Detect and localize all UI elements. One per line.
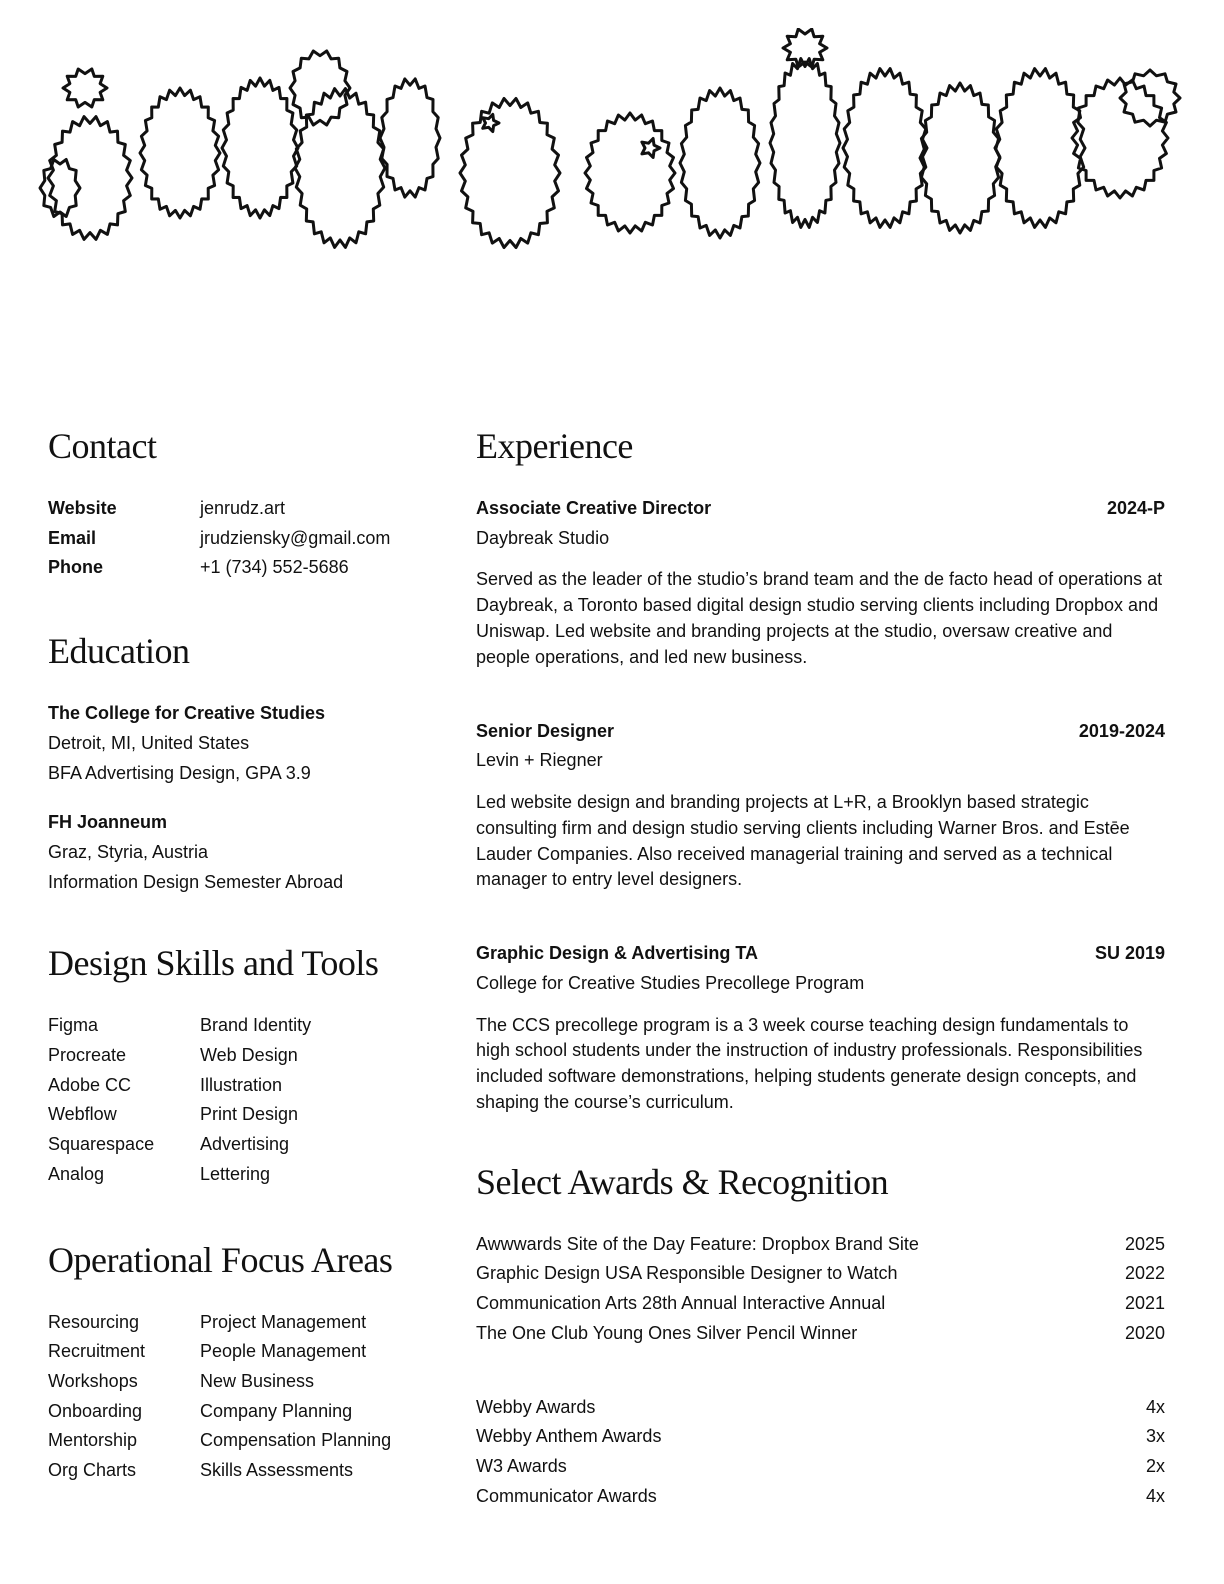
school-location: Graz, Styria, Austria [48,841,209,862]
award-count: 2x [1145,1456,1165,1476]
awards-heading: Select Awards & Recognition [476,1161,889,1202]
skills-row [48,1041,428,1071]
experience-section [476,424,1165,1116]
skill-item: Illustration [200,1074,283,1095]
focus-row [48,1397,428,1427]
job-role: Associate Creative Director [476,498,712,518]
skill-item: Lettering [200,1163,271,1184]
award-row [476,1230,1165,1260]
contact-row-phone [48,553,428,583]
award-year: 2022 [1124,1263,1165,1284]
job-dates: 2019-2024 [1078,720,1165,741]
award-count-row [476,1482,1165,1512]
focus-item: Recruitment [48,1341,146,1362]
job-org: Daybreak Studio [476,527,610,548]
focus-item: People Management [200,1341,367,1362]
award-name: Webby Awards [476,1396,596,1417]
focus-item: Resourcing [48,1311,140,1332]
focus-item: Skills Assessments [200,1460,354,1481]
skill-item: Print Design [200,1104,299,1125]
email-link[interactable]: jrudziensky@gmail.com [200,527,391,548]
award-name: Webby Anthem Awards [476,1426,662,1447]
job-entry [476,717,1165,894]
awards-section [476,1160,1165,1512]
tool-item: Procreate [48,1045,127,1066]
job-dates: 2024-P [1106,498,1165,518]
skill-item: Brand Identity [200,1015,312,1036]
job-description: The CCS precollege program is a 3 week course teaching design fundamentals to high school students under the instruction of industry professionals. Responsibilities included software demonstrations, helping students generate design concepts, and shaping the course’s curriculum. [476,1014,1143,1112]
tool-item: Figma [48,1015,99,1036]
job-header [476,939,1165,969]
award-count: 3x [1145,1426,1165,1447]
school-name: The College for Creative Studies [48,703,326,724]
focus-row [48,1456,428,1486]
award-name: W3 Awards [476,1456,567,1476]
contact-label: Website [48,498,117,518]
education-heading: Education [48,631,190,672]
award-row [476,1289,1165,1319]
skills-row [48,1100,428,1130]
focus-item: Workshops [48,1370,138,1391]
skills-row [48,1011,428,1041]
job-header [476,494,1165,524]
contact-label: Phone [48,557,104,578]
award-name: Communicator Awards [476,1485,657,1506]
job-org: Levin + Riegner [476,750,603,771]
focus-item: Onboarding [48,1400,143,1421]
focus-heading: Operational Focus Areas [48,1239,393,1280]
focus-item: Project Management [200,1311,367,1332]
skills-row [48,1160,428,1190]
school-entry [48,699,428,788]
job-header [476,717,1165,747]
focus-row [48,1308,428,1338]
job-role: Graphic Design & Advertising TA [476,943,759,964]
school-name: FH Joanneum [48,812,168,833]
focus-item: New Business [200,1370,315,1391]
award-row [476,1319,1165,1349]
contact-label: Email [48,527,97,548]
skills-row [48,1130,428,1160]
name-logo-icon [30,28,1190,258]
tool-item: Webflow [48,1104,117,1125]
job-description: Led website design and branding projects at L+R, a Brooklyn based strategic consulting firm and design studio serving clients including Warner Bros. and Estēe Lauder Companies. Also received managerial training and served as a technical manager to entry level designers. [476,792,1130,890]
job-org: College for Creative Studies Precollege Program [476,972,865,993]
focus-row [48,1337,428,1367]
contact-row-website [48,494,428,524]
award-count-row [476,1422,1165,1452]
tool-item: Analog [48,1163,105,1184]
job-dates: SU 2019 [1094,943,1165,964]
award-count-row [476,1393,1165,1423]
award-name: Communication Arts 28th Annual Interactive Annual [476,1293,886,1314]
contact-row-email [48,524,428,554]
website-link[interactable]: jenrudz.art [200,498,286,518]
experience-heading: Experience [476,426,633,466]
focus-section [48,1238,428,1486]
award-count: 4x [1145,1485,1165,1506]
job-entry [476,494,1165,671]
focus-item: Compensation Planning [200,1430,392,1451]
left-column [48,424,428,1526]
skills-row [48,1071,428,1101]
skills-section [48,941,428,1189]
award-year: 2020 [1124,1322,1165,1343]
school-detail: BFA Advertising Design, GPA 3.9 [48,762,311,783]
school-location: Detroit, MI, United States [48,732,250,753]
award-count-row [476,1452,1165,1482]
award-year: 2021 [1124,1293,1165,1314]
education-section [48,629,428,897]
job-role: Senior Designer [476,720,615,741]
award-name: The One Club Young Ones Silver Pencil Winner [476,1322,858,1343]
award-row [476,1259,1165,1289]
job-entry [476,939,1165,1116]
school-detail: Information Design Semester Abroad [48,871,344,892]
tool-item: Squarespace [48,1134,155,1155]
phone-link[interactable]: +1 (734) 552-5686 [200,557,349,578]
award-name: Awwwards Site of the Day Feature: Dropbox Brand Site [476,1233,919,1254]
school-entry [48,808,428,897]
award-count: 4x [1145,1396,1165,1417]
award-name: Graphic Design USA Responsible Designer to Watch [476,1263,898,1284]
contact-heading: Contact [48,426,157,466]
focus-row [48,1367,428,1397]
skill-item: Advertising [200,1134,290,1155]
skill-item: Web Design [200,1045,298,1066]
award-year: 2025 [1124,1233,1165,1254]
skills-heading: Design Skills and Tools [48,943,379,984]
job-description: Served as the leader of the studio’s brand team and the de facto head of operations at Daybreak, a Toronto based digital design studio serving clients including Dropbox and Uniswap. Led website and branding projects at the studio, oversaw creative and people operations, and led new business. [476,569,1163,667]
focus-item: Mentorship [48,1430,138,1451]
contact-section [48,424,428,583]
right-column [476,424,1165,1511]
focus-item: Org Charts [48,1460,137,1481]
focus-row [48,1426,428,1456]
focus-item: Company Planning [200,1400,353,1421]
tool-item: Adobe CC [48,1074,132,1095]
